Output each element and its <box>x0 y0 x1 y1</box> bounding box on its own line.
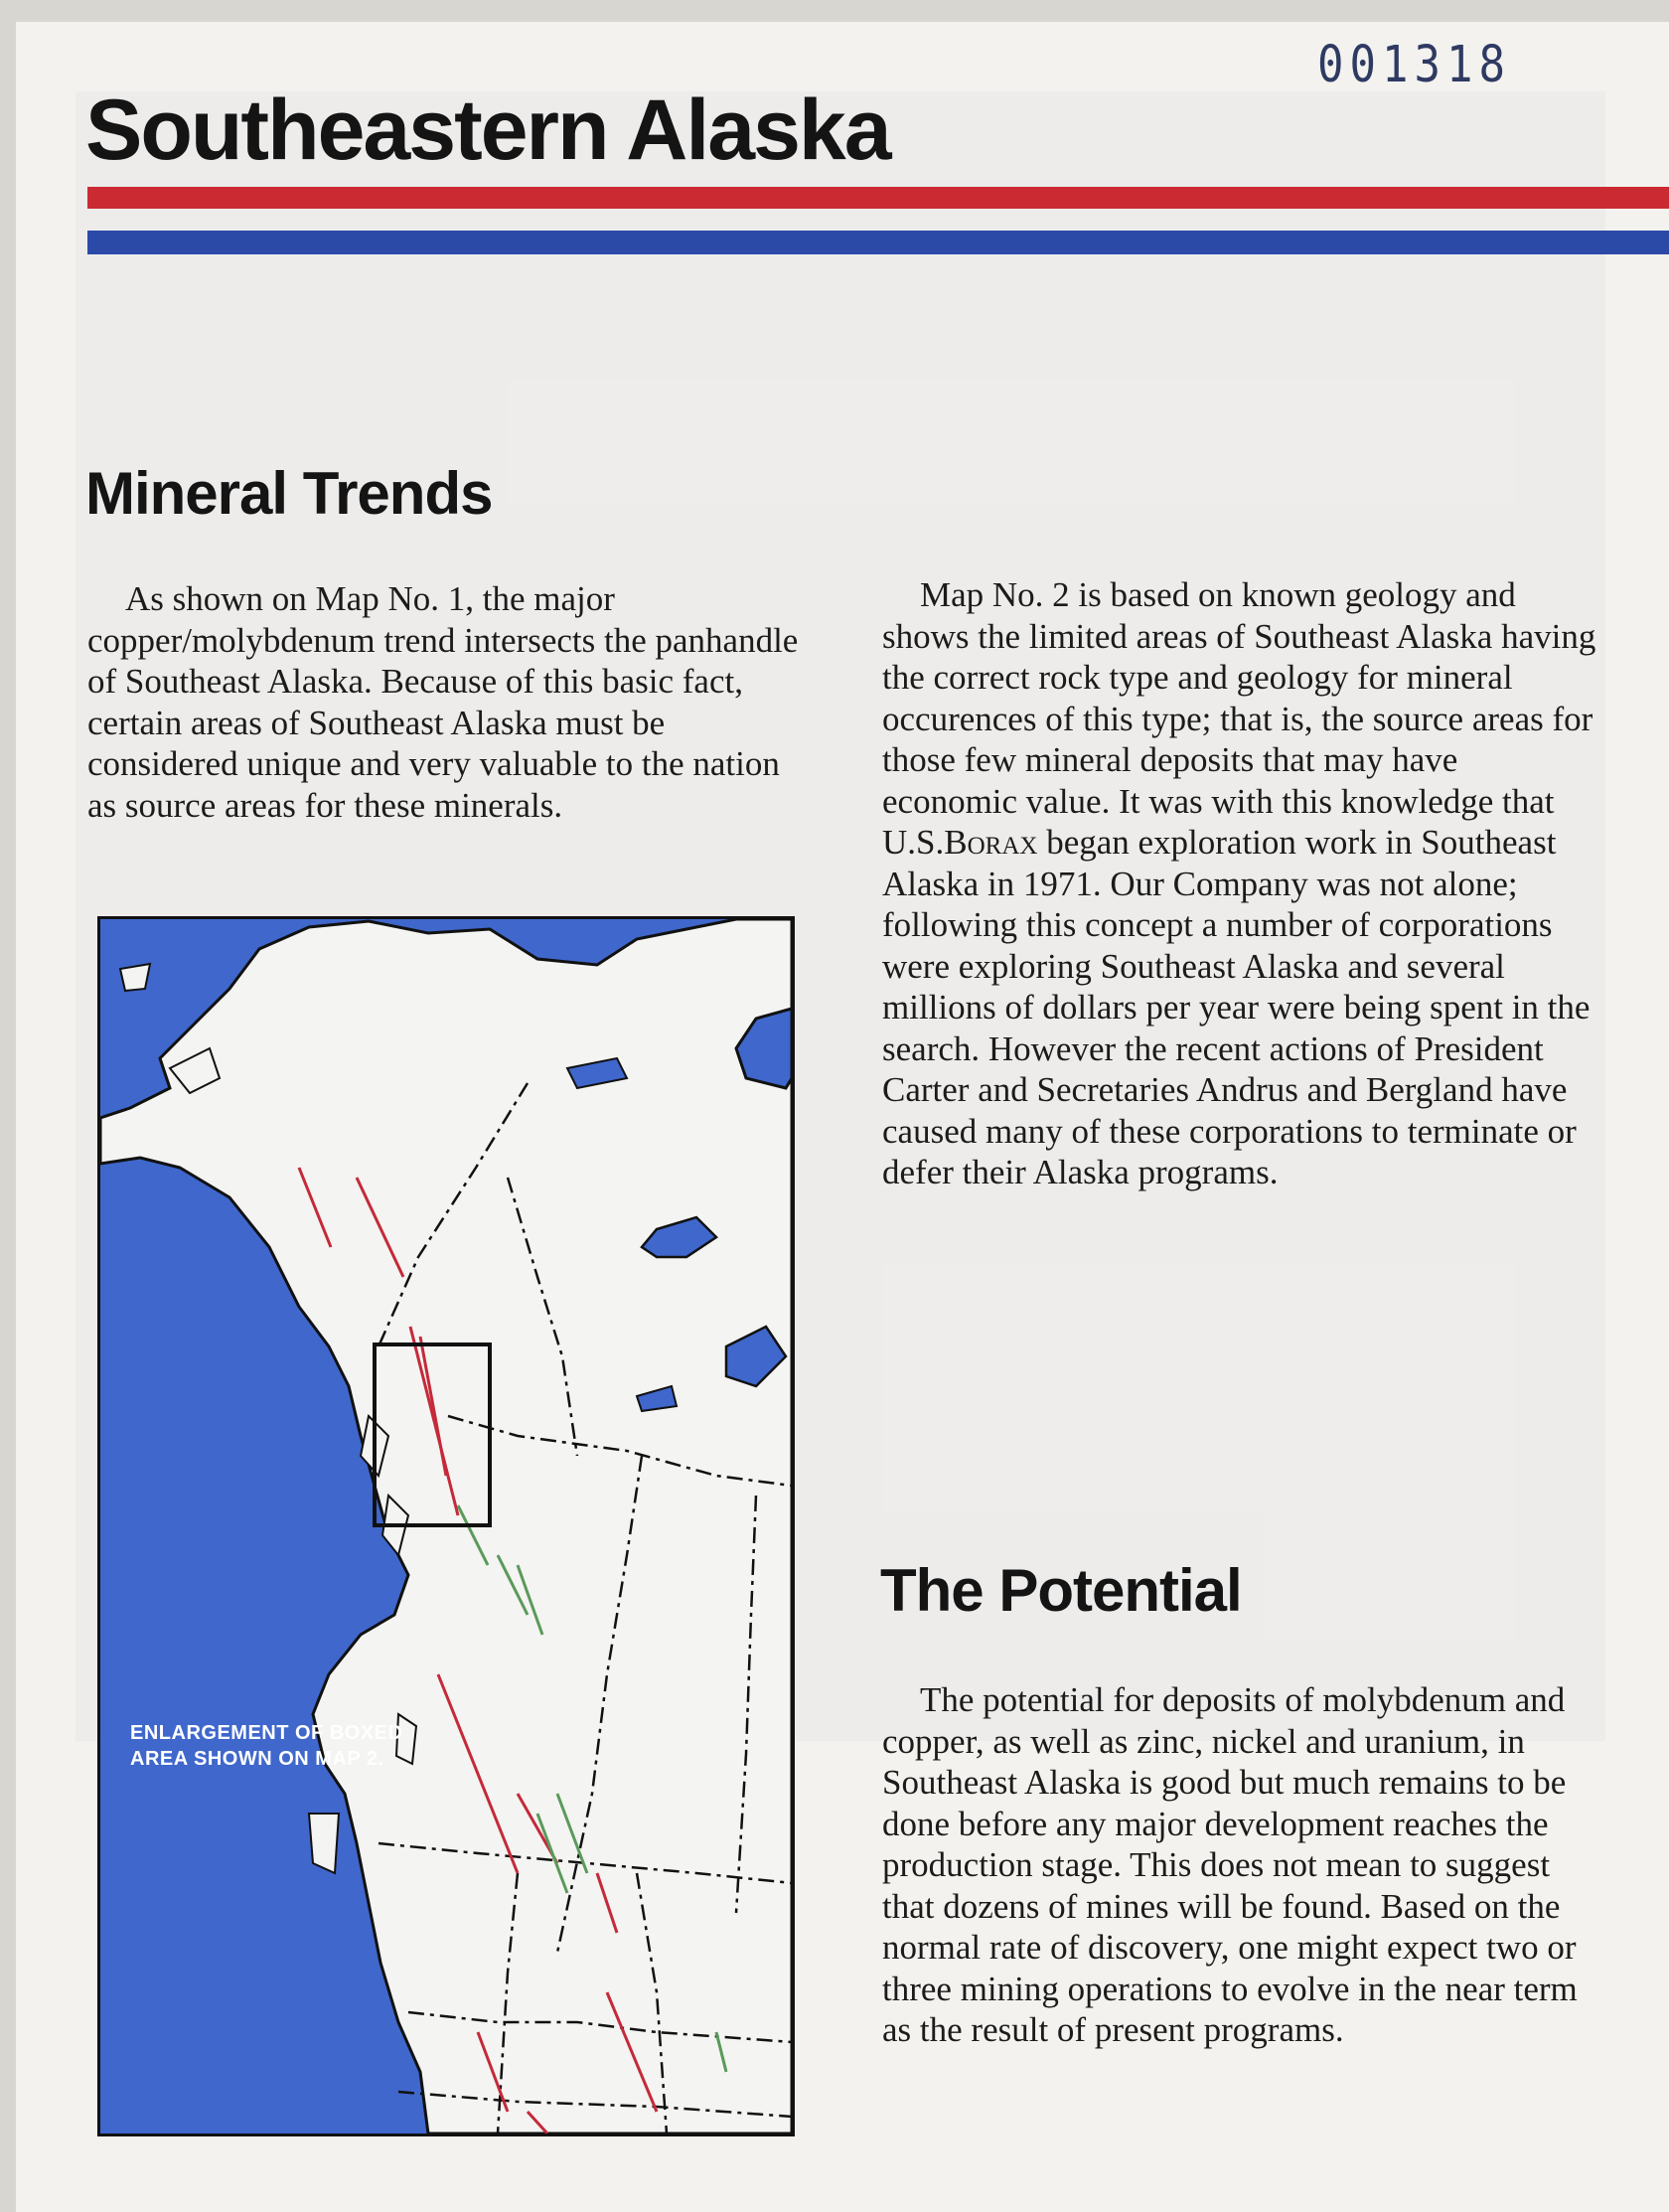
map-caption-line2: AREA SHOWN ON MAP 2. <box>130 1748 384 1770</box>
map-island-5 <box>309 1814 339 1873</box>
paragraph-mineral-trends: As shown on Map No. 1, the major copper/molybdenum trend intersects the panhandle of Southeast Alaska. Because of this basic fact, certain areas of Southeast Alaska must be considered unique and very valuable to the nation as source areas for these minerals. <box>87 579 799 825</box>
map-caption <box>130 1720 402 1772</box>
company-name-borax: Borax <box>944 823 1038 862</box>
document-number: 001318 <box>1317 36 1511 94</box>
paragraph-the-potential: The potential for deposits of molybdenum and copper, as well as zinc, nickel and uranium, in Southeast Alaska is good but much remains to be done before any major development reaches the production stage. This does not mean to suggest that dozens of mines will be found. Based on the normal rate of discovery, one might expect two or three mining operations to evolve in the near term as the result of present programs. <box>882 1680 1578 2049</box>
paragraph-map-two <box>882 574 1597 1193</box>
map-island-2 <box>120 964 150 991</box>
heading-mineral-trends: Mineral Trends <box>85 460 493 527</box>
map-illustration <box>100 919 792 2133</box>
page-title: Southeastern Alaska <box>85 82 890 178</box>
paragraph-map-two-part2: began exploration work in Southeast Alaska in 1971. Our Company was not alone; following this concept a number of corporations were exploring Southeast Alaska and several millions of dollars per year were being spent in the search. However the recent actions of President Carter and Secretaries Andrus and Bergland have caused many of these corporations to terminate or defer their Alaska programs. <box>882 823 1591 1191</box>
red-stripe <box>87 187 1669 209</box>
document-page <box>16 22 1669 2212</box>
map-figure <box>97 916 795 2136</box>
paragraph-map-two-part1: Map No. 2 is based on known geology and shows the limited areas of Southeast Alaska having the correct rock type and geology for mineral occurences of this type; that is, the source areas for those few mineral deposits that may have economic value. It was with this knowledge that U.S. <box>882 575 1596 862</box>
heading-the-potential: The Potential <box>880 1557 1242 1624</box>
map-caption-line1: ENLARGEMENT OF BOXED <box>130 1722 403 1744</box>
blue-stripe <box>87 231 1669 254</box>
